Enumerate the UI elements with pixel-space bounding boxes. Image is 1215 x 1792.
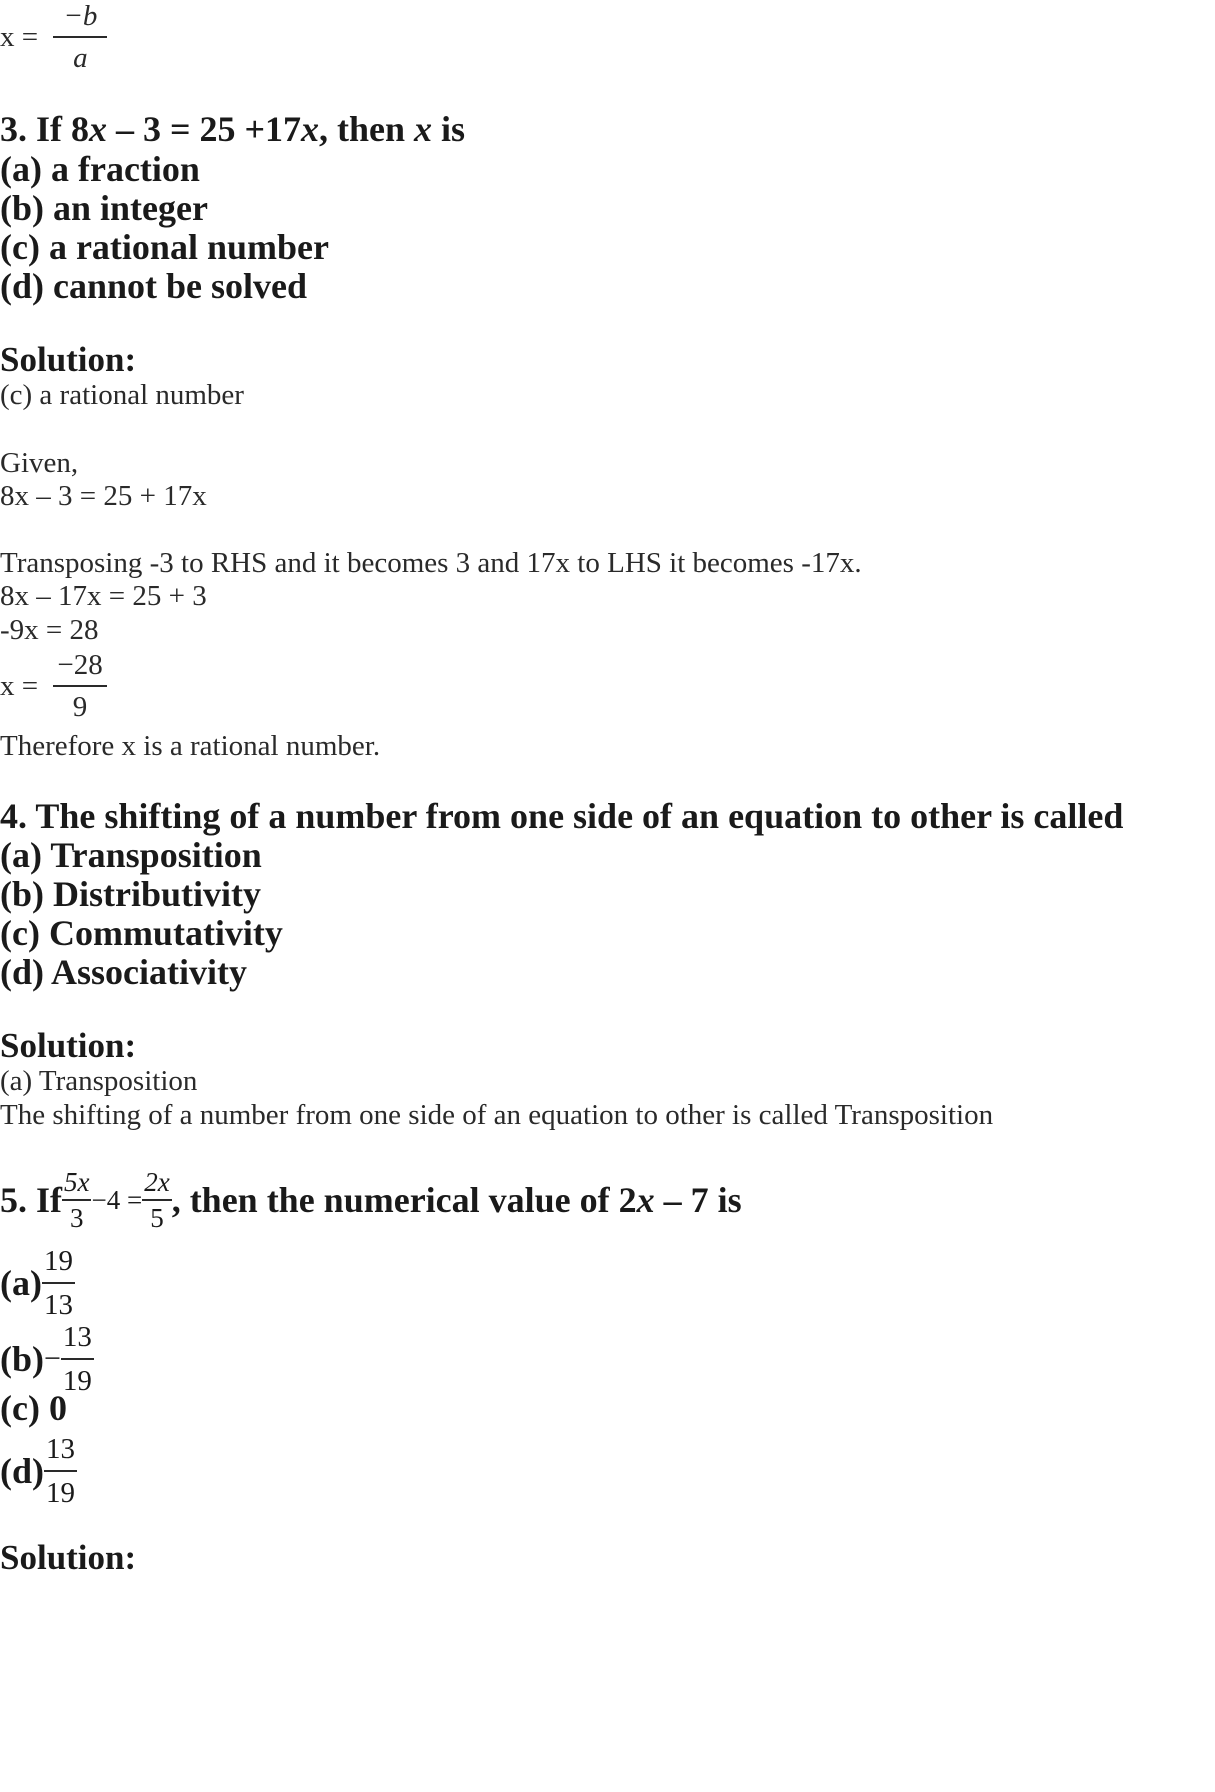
top-result: [0, 0, 107, 78]
q4-option-b: (b) Distributivity: [0, 874, 261, 914]
q3-given: Given,: [0, 447, 79, 479]
q3-equation: 8x – 3 = 25 + 17x: [0, 480, 207, 512]
fraction-numerator: 19: [42, 1240, 75, 1284]
fraction-numerator: 2x: [142, 1165, 171, 1201]
fraction-numerator: 13: [44, 1428, 77, 1472]
q3-option-d: (d) cannot be solved: [0, 266, 308, 306]
fraction-denominator: 5: [150, 1203, 164, 1233]
q5-fraction-1: [62, 1165, 91, 1235]
q4-option-c: (c) Commutativity: [0, 913, 283, 953]
fraction-denominator: 3: [69, 1203, 84, 1233]
q5-option-c: (c) 0: [0, 1388, 67, 1428]
q4-answer: (a) Transposition: [0, 1065, 198, 1097]
q3-step1: 8x – 17x = 25 + 3: [0, 580, 207, 612]
q5-stem: 5. If $\frac{5x}{3}$ −4 = $\frac{2x}{5}$ , then the numerical value of 2x – 7 is: [0, 1167, 742, 1233]
q3-answer: (c) a rational number: [0, 379, 244, 411]
fraction-denominator: 19: [46, 1477, 75, 1509]
q3-stem: 3. If 8x – 3 = 25 +17x, then x is: [0, 109, 466, 149]
q4-option-a: (a) Transposition: [0, 835, 262, 875]
q4-solution-heading: Solution:: [0, 1026, 137, 1065]
q4-explanation: The shifting of a number from one side of an equation to other is called Transposition: [0, 1099, 994, 1131]
q3-option-b: (b) an integer: [0, 188, 208, 228]
q3-option-a: (a) a fraction: [0, 149, 200, 189]
fraction-numerator: −b: [53, 0, 107, 38]
q5-option-a-fraction: [42, 1240, 75, 1326]
q3-solution-heading: Solution:: [0, 340, 137, 379]
q4-option-d: (d) Associativity: [0, 952, 247, 992]
q5-option-d-fraction: [44, 1428, 77, 1514]
q3-conclusion: Therefore x is a rational number.: [0, 730, 381, 762]
fraction-numerator: −28: [53, 645, 106, 687]
q5-option-d: (d) $\frac{13}{19}$: [0, 1428, 77, 1514]
fraction-denominator: 19: [62, 1365, 92, 1397]
q3-step3-fraction: [53, 645, 106, 727]
q3-step2: -9x = 28: [0, 614, 99, 646]
q5-fraction-2: [142, 1165, 171, 1235]
top-result-lhs: x =: [0, 21, 39, 53]
q4-stem: 4. The shifting of a number from one side of an equation to other is called: [0, 796, 1124, 836]
fraction-numerator: 13: [61, 1316, 94, 1360]
fraction-denominator: 13: [43, 1289, 73, 1321]
fraction-denominator: 9: [72, 691, 88, 723]
top-result-fraction: [53, 0, 107, 78]
q5-option-a: (a) $\frac{19}{13}$: [0, 1240, 75, 1326]
fraction-numerator: 5x: [62, 1165, 91, 1201]
q3-option-c: (c) a rational number: [0, 227, 329, 267]
q3-explanation: Transposing -3 to RHS and it becomes 3 and 17x to LHS it becomes -17x.: [0, 547, 862, 579]
q5-option-b: (b)− $\frac{13}{19}$: [0, 1316, 94, 1402]
q5-solution-heading: Solution:: [0, 1538, 137, 1577]
q3-step3: x = $\frac{-28}{9}$: [0, 645, 107, 727]
fraction-denominator: a: [73, 42, 88, 74]
